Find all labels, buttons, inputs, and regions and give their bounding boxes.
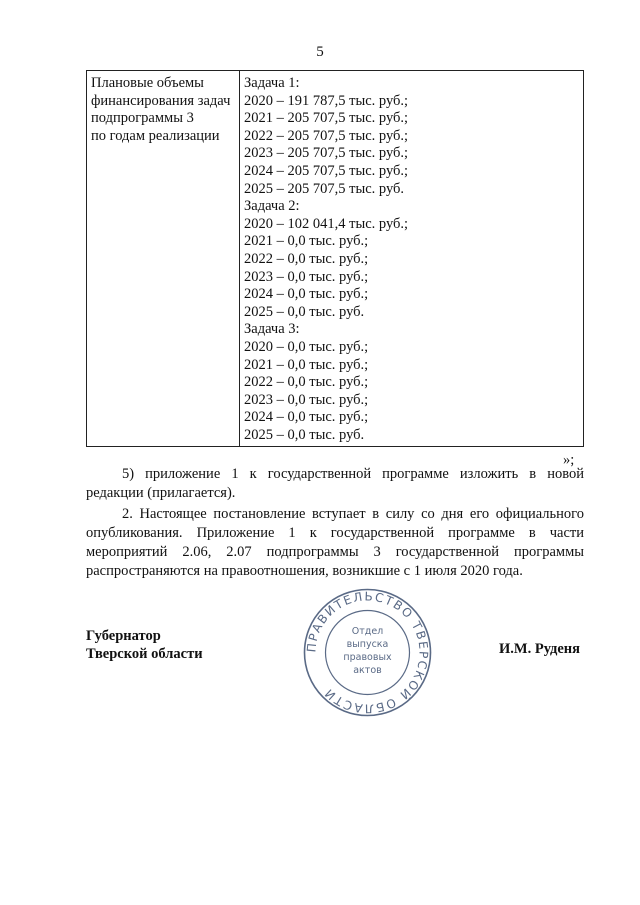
seal-center-line: правовых [343,652,392,663]
table-row [87,71,584,447]
closing-quote: »; [563,452,575,468]
value-line: 2025 – 0,0 тыс. руб. [244,426,365,443]
value-line: 2023 – 205 707,5 тыс. руб.; [244,145,409,162]
seal-ring-textpath: ПРАВИТЕЛЬСТВО ТВЕРСКОЙ ОБЛАСТИ [304,589,431,716]
official-seal-icon [300,585,435,720]
values-cell [240,71,584,447]
value-line: 2023 – 0,0 тыс. руб.; [244,391,369,408]
value-line: 2024 – 0,0 тыс. руб.; [244,286,369,303]
task-heading: Задача 3: [244,321,300,338]
value-line: 2021 – 0,0 тыс. руб.; [244,233,369,250]
task-heading: Задача 2: [244,198,300,215]
value-line: 2023 – 0,0 тыс. руб.; [244,268,369,285]
seal-center-line: выпуска [346,639,389,650]
paragraph-item-2: 2. Настоящее постановление вступает в силу со дня его официального опубликования. Приложение 1 к государственной программе в части мероприятий 2.06, 2.07 подпрограммы 3 государственной программы распространяются на правоотношения, возникшие с 1 июля 2020 года. [86,506,584,579]
label-line: подпрограммы 3 [91,110,194,127]
value-line: 2021 – 0,0 тыс. руб.; [244,356,369,373]
value-line: 2024 – 205 707,5 тыс. руб.; [244,162,409,179]
value-line: 2025 – 0,0 тыс. руб. [244,303,365,320]
signatory-title [86,627,203,663]
value-line: 2022 – 0,0 тыс. руб.; [244,250,369,267]
paragraph-item-5: 5) приложение 1 к государственной программе изложить в новой редакции (прилагается). [86,466,584,501]
label-cell [87,71,240,447]
label-line: по годам реализации [91,127,220,144]
value-line: 2020 – 102 041,4 тыс. руб.; [244,215,409,232]
value-line: 2020 – 191 787,5 тыс. руб.; [244,92,409,109]
seal-center-line: Отдел [351,626,384,637]
value-line: 2022 – 205 707,5 тыс. руб.; [244,127,409,144]
value-line: 2020 – 0,0 тыс. руб.; [244,338,369,355]
value-line: 2025 – 205 707,5 тыс. руб. [244,180,405,197]
task-heading: Задача 1: [244,75,300,91]
seal-center-line: актов [353,665,382,676]
value-line: 2024 – 0,0 тыс. руб.; [244,409,369,426]
signatory-name: И.М. Руденя [499,641,581,657]
page-number: 5 [316,44,324,60]
label-line: Плановые объемы [91,75,204,91]
signatory-title-line: Губернатор [86,628,161,644]
value-line: 2022 – 0,0 тыс. руб.; [244,374,369,391]
signatory-title-line: Тверской области [86,646,203,662]
label-line: финансирования задач [91,92,231,109]
financing-table [86,70,584,447]
value-line: 2021 – 205 707,5 тыс. руб.; [244,110,409,127]
